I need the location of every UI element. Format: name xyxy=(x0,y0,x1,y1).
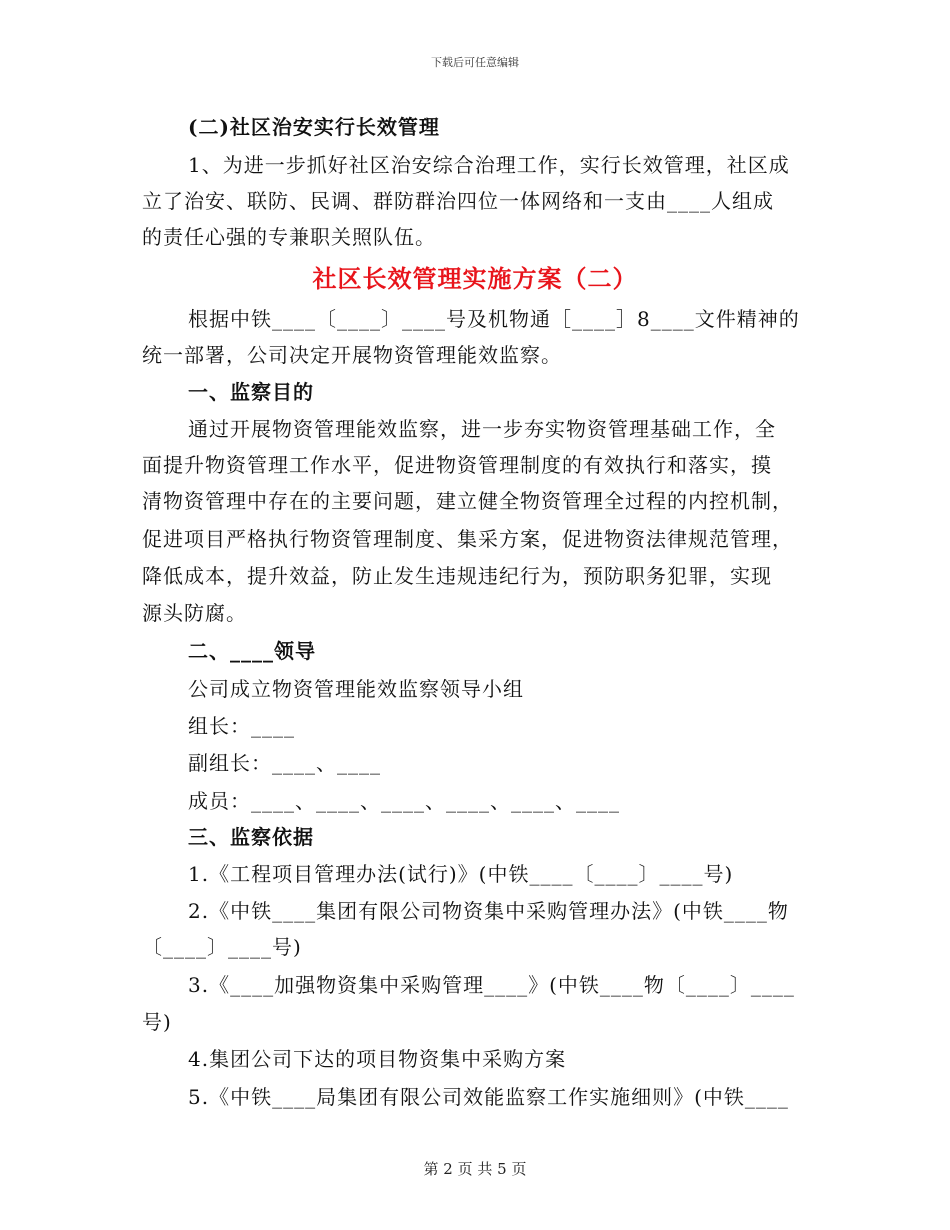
deputy-leader-line: 副组长：____、____ xyxy=(188,751,381,775)
basis-item-2: 2.《中铁____集团有限公司物资集中采购管理办法》(中铁____物 xyxy=(188,899,789,923)
intro-line: 统一部署，公司决定开展物资管理能效监察。 xyxy=(142,343,562,367)
basis-item-3: 3.《____加强物资集中采购管理____》(中铁____物〔____〕____ xyxy=(188,973,795,997)
basis-item-4: 4.集团公司下达的项目物资集中采购方案 xyxy=(188,1047,567,1071)
paragraph-line: 公司成立物资管理能效监察领导小组 xyxy=(188,677,524,701)
paragraph-line: 的责任心强的专兼职关照队伍。 xyxy=(142,225,436,249)
members-line: 成员：____、____、____、____、____、____ xyxy=(188,789,620,813)
page-number: 第 2 页 共 5 页 xyxy=(423,1160,527,1178)
header-note: 下载后可任意编辑 xyxy=(431,56,519,69)
basis-item-2-cont: 〔____〕____号) xyxy=(142,935,302,959)
main-title: 社区长效管理实施方案（二） xyxy=(312,264,638,293)
paragraph-line: 降低成本，提升效益，防止发生违规违纪行为，预防职务犯罪，实现 xyxy=(142,564,772,588)
section-heading-security: (二)社区治安实行长效管理 xyxy=(188,115,440,139)
paragraph-line: 立了治安、联防、民调、群防群治四位一体网络和一支由____人组成 xyxy=(142,189,774,213)
basis-item-3-cont: 号) xyxy=(142,1010,172,1034)
paragraph-line: 通过开展物资管理能效监察，进一步夯实物资管理基础工作，全 xyxy=(188,417,776,441)
basis-item-5: 5.《中铁____局集团有限公司效能监察工作实施细则》(中铁____ xyxy=(188,1085,789,1109)
paragraph-line: 促进项目严格执行物资管理制度、集采方案，促进物资法律规范管理， xyxy=(142,527,793,551)
intro-line: 根据中铁____〔____〕____号及机物通［____］8____文件精神的 xyxy=(188,307,800,331)
paragraph-line: 源头防腐。 xyxy=(142,601,247,625)
basis-item-1: 1.《工程项目管理办法(试行)》(中铁____〔____〕____号) xyxy=(188,862,734,886)
section-heading-basis: 三、监察依据 xyxy=(188,825,314,849)
paragraph-line: 清物资管理中存在的主要问题，建立健全物资管理全过程的内控机制， xyxy=(142,489,793,513)
section-heading-leadership: 二、____领导 xyxy=(188,639,316,663)
paragraph-line: 面提升物资管理工作水平，促进物资管理制度的有效执行和落实，摸 xyxy=(142,453,772,477)
leader-line: 组长：____ xyxy=(188,714,295,738)
paragraph-line: 1、为进一步抓好社区治安综合治理工作，实行长效管理，社区成 xyxy=(188,153,790,177)
section-heading-purpose: 一、监察目的 xyxy=(188,380,314,404)
